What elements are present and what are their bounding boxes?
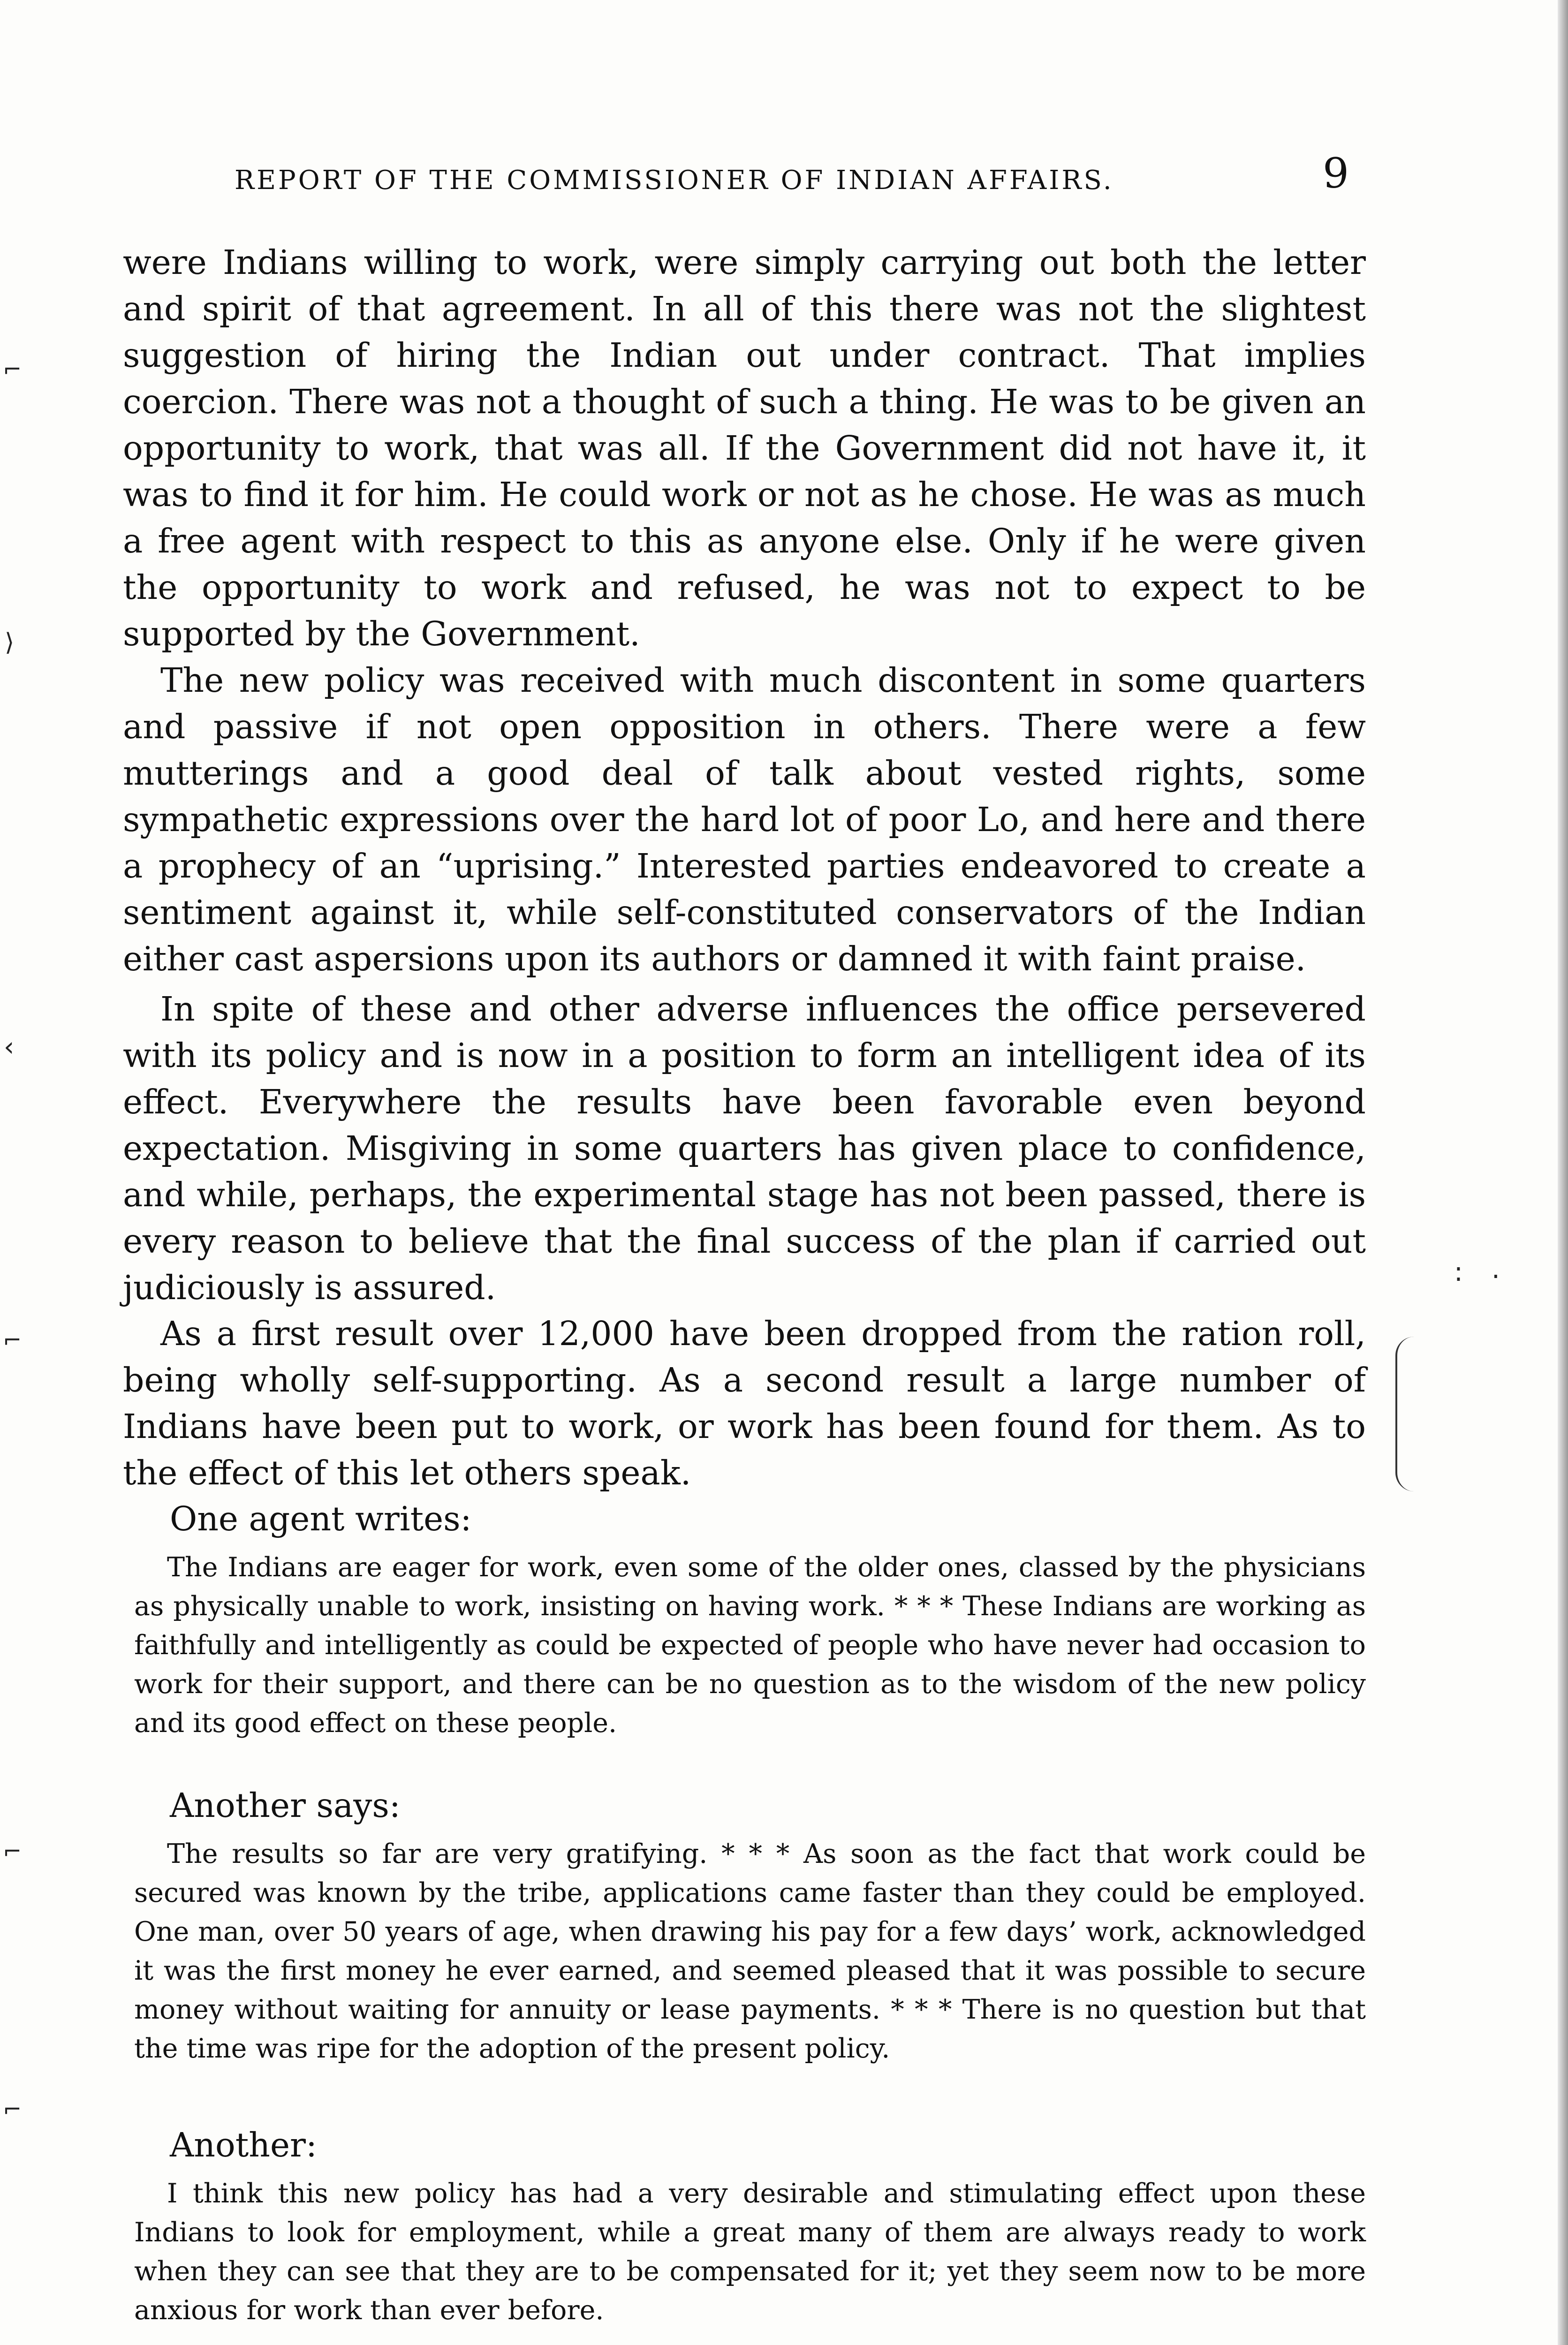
margin-bracket-mark — [1395, 1337, 1416, 1491]
header-title: REPORT OF THE COMMISSIONER OF INDIAN AFFAIRS. — [235, 165, 1114, 196]
margin-mark-left-3: ‹ — [4, 1032, 15, 1062]
margin-mark-left-5: ⌐ — [3, 1838, 22, 1865]
lead-in-another: Another: — [170, 2126, 317, 2164]
margin-mark-left-1: ⌐ — [3, 356, 22, 383]
running-header — [235, 149, 1360, 201]
margin-mark-left-4: ⌐ — [3, 1327, 22, 1354]
margin-mark-left-6: ⌐ — [3, 2096, 22, 2123]
quote-1: The Indians are eager for work, even some of the older ones, classed by the physicians as physically unable to work, insisting on having work. * * * These Indians are working as faithfully and intelligently as could be expected of people who have never had occasion to work for their support, and there can be no question as to the wisdom of the new policy and its good effect on these people. — [134, 1552, 1366, 1739]
lead-in-another-says: Another says: — [170, 1786, 401, 1825]
lead-in-one-agent: One agent writes: — [170, 1499, 472, 1538]
quote-3: I think this new policy has had a very desirable and stimulating effect upon these Indians to look for employment, while a great many of them are always ready to work when they can see that they are to be compensated for it; yet they seem now to be more anxious for work than ever before. — [134, 2178, 1366, 2326]
paragraph-4: As a first result over 12,000 have been dropped from the ration roll, being wholly self-supporting. As a second result a large number of Indians have been put to work, or work has been found for them. As to the effect of this let others speak. — [123, 1314, 1366, 1492]
paragraph-2: The new policy was received with much discontent in some quarters and passive if not open opposition in others. There were a few mutterings and a good deal of talk about vested rights, some sympathetic expressions over the hard lot of poor Lo, and here and there a prophecy of an “uprising.” Interested parties endeavored to create a sentiment against it, while self-constituted conservators of the Indian either cast aspersions upon its authors or damned it with faint praise. — [123, 661, 1366, 978]
margin-mark-right-1: : — [1454, 1257, 1463, 1287]
paragraph-3: In spite of these and other adverse influences the office persevered with its policy and is now in a position to form an intelligent idea of its effect. Everywhere the results have been favorable even beyond expectation. Misgiving in some quarters has given place to confidence, and while, perhaps, the experimental stage has not been passed, there is every reason to believe that the final success of the plan if carried out judiciously is assured. — [123, 990, 1366, 1307]
quote-2: The results so far are very gratifying. * * * As soon as the fact that work could be secured was known by the tribe, applications came faster than they could be employed. One man, over 50 years of age, when drawing his pay for a few days’ work, acknowledged it was the first money he ever earned, and seemed pleased that it was possible to secure money without waiting for annuity or lease payments. * * * There is no question but that the time was ripe for the adoption of the present policy. — [134, 1838, 1366, 2064]
margin-mark-right-2: · — [1492, 1262, 1500, 1292]
margin-mark-left-2: ⟩ — [5, 628, 15, 657]
document-body — [123, 239, 1366, 2334]
page-edge-shadow — [1558, 0, 1568, 2345]
page-number: 9 — [1323, 149, 1349, 197]
paragraph-1: were Indians willing to work, were simply carrying out both the letter and spirit of that agreement. In all of this there was not the slightest suggestion of hiring the Indian out under contract. That implies coercion. There was not a thought of such a thing. He was to be given an opportunity to work, that was all. If the Government did not have it, it was to find it for him. He could work or not as he chose. He was as much a free agent with respect to this as anyone else. Only if he were given the opportunity to work and refused, he was not to expect to be supported by the Government. — [123, 243, 1366, 653]
